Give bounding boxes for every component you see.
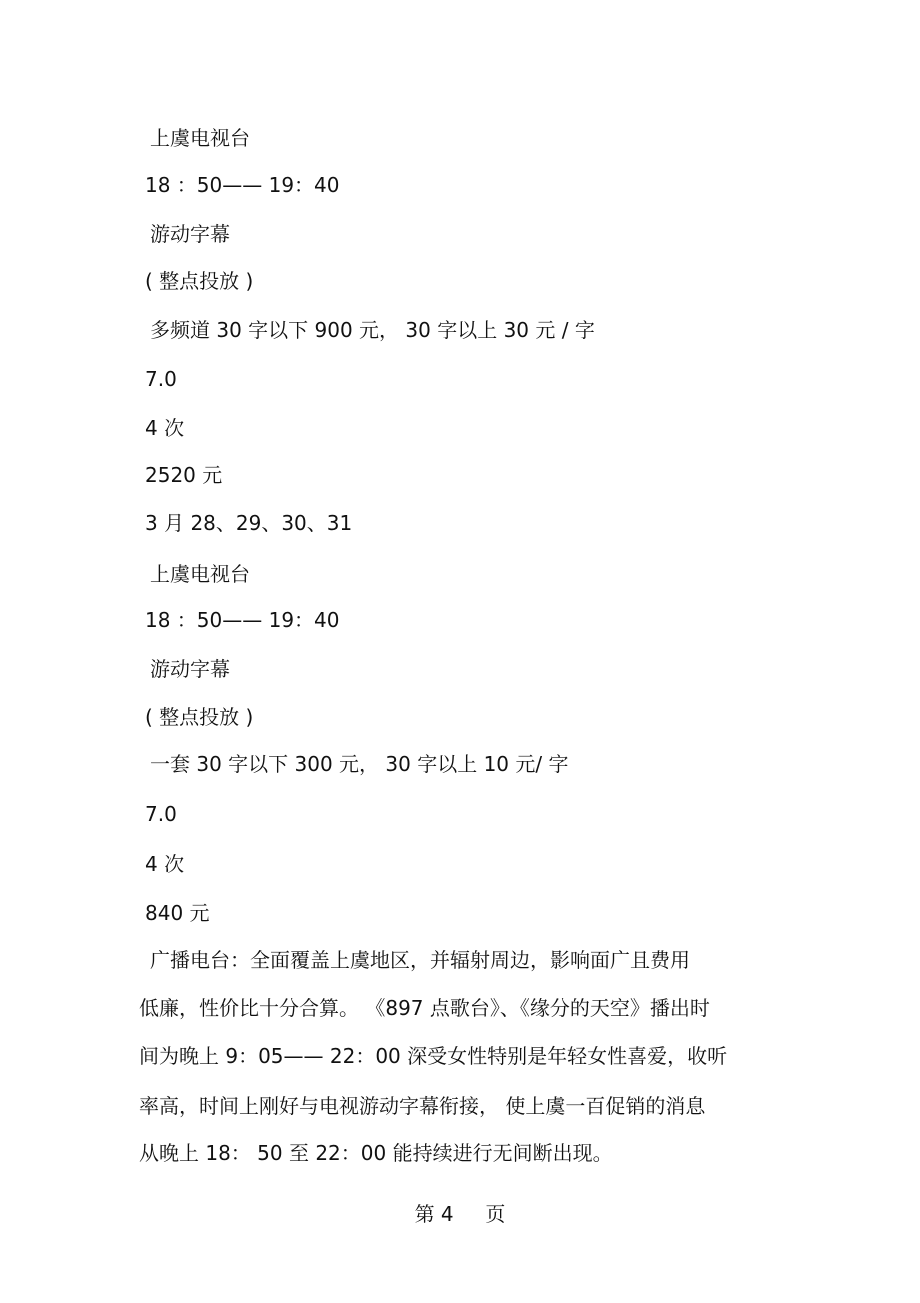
block2-format: 游动字幕 bbox=[150, 657, 230, 681]
block1-station: 上虞电视台 bbox=[150, 126, 250, 150]
radio-paragraph-line: 间为晚上 9：05—— 22：00 深受女性特别是年轻女性喜爱，收听 bbox=[139, 1044, 728, 1068]
radio-paragraph-line: 从晚上 18： 50 至 22：00 能持续进行无间断出现。 bbox=[139, 1141, 613, 1165]
block1-price: 多频道 30 字以下 900 元， 30 字以上 30 元 / 字 bbox=[150, 318, 595, 342]
radio-paragraph-line: 广播电台：全面覆盖上虞地区，并辐射周边，影响面广且费用 bbox=[150, 948, 690, 972]
block1-count: 4 次 bbox=[145, 416, 185, 440]
block1-discount: 7.0 bbox=[145, 367, 177, 391]
radio-paragraph-line: 低廉，性价比十分合算。 《897 点歌台》、《缘分的天空》播出时 bbox=[139, 996, 710, 1020]
block1-format: 游动字幕 bbox=[150, 222, 230, 246]
block2-station: 上虞电视台 bbox=[150, 562, 250, 586]
page-number: 第 4 页 bbox=[414, 1202, 506, 1226]
block2-note: ( 整点投放 ) bbox=[145, 705, 254, 729]
block2-discount: 7.0 bbox=[145, 802, 177, 826]
block1-note: ( 整点投放 ) bbox=[145, 269, 254, 293]
block2-price: 一套 30 字以下 300 元， 30 字以上 10 元/ 字 bbox=[150, 752, 569, 776]
block1-time: 18 ：50—— 19：40 bbox=[145, 173, 340, 197]
block1-dates: 3 月 28、29、30、31 bbox=[145, 511, 353, 535]
block2-time: 18 ：50—— 19：40 bbox=[145, 608, 340, 632]
block2-total: 840 元 bbox=[145, 901, 210, 925]
block2-count: 4 次 bbox=[145, 852, 185, 876]
radio-paragraph-line: 率高，时间上刚好与电视游动字幕衔接， 使上虞一百促销的消息 bbox=[139, 1094, 706, 1118]
block1-total: 2520 元 bbox=[145, 463, 223, 487]
